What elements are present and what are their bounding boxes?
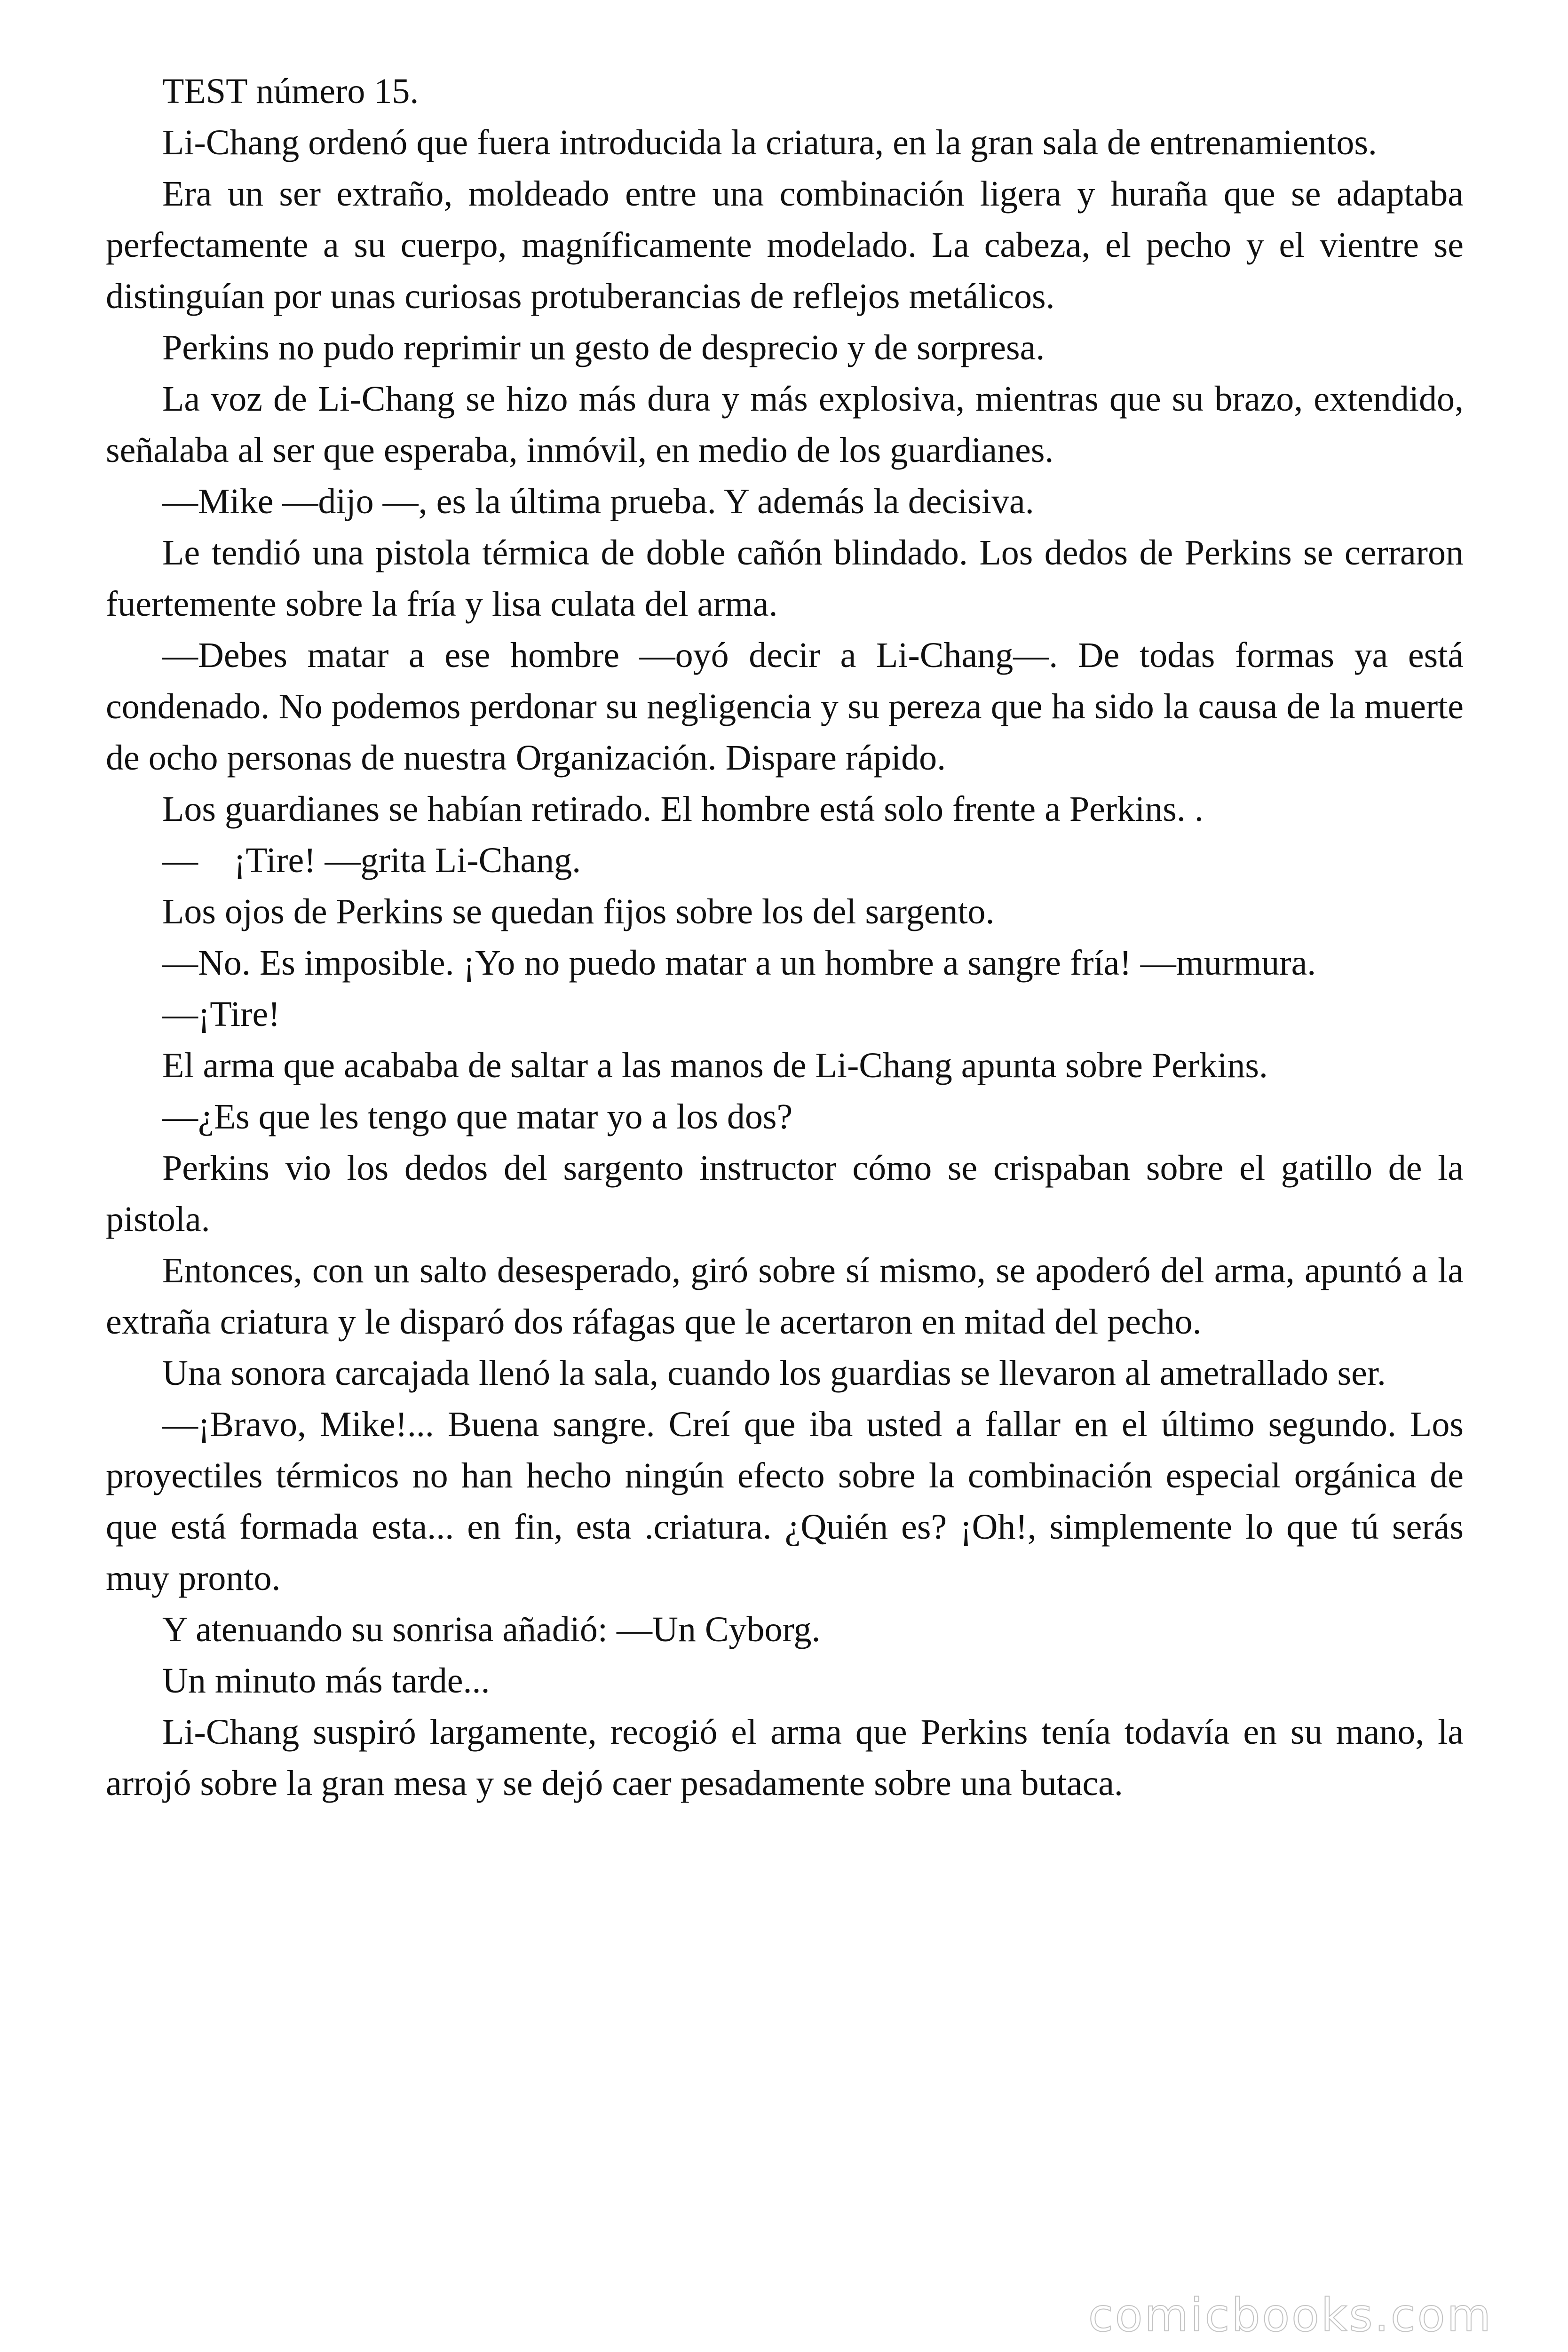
paragraph-7: Le tendió una pistola térmica de doble cañón blindado. Los dedos de Perkins se cerraron fuertemente sobre la fría y lisa culata del arma. (106, 533, 1464, 624)
paragraph-6: —Mike —dijo —, es la última prueba. Y además la decisiva. (162, 482, 1034, 521)
paragraph-11: Los ojos de Perkins se quedan fijos sobre los del sargento. (162, 892, 995, 931)
paragraph-4: Perkins no pudo reprimir un gesto de desprecio y de sorpresa. (162, 328, 1045, 367)
paragraph-17: Entonces, con un salto desesperado, giró sobre sí mismo, se apoderó del arma, apuntó a la extraña criatura y le disparó dos ráfagas que le acertaron en mitad del pecho. (106, 1251, 1464, 1342)
paragraph-18: Una sonora carcajada llenó la sala, cuando los guardias se llevaron al ametrallado ser. (162, 1353, 1386, 1393)
paragraph-14: El arma que acababa de saltar a las manos de Li-Chang apunta sobre Perkins. (162, 1046, 1268, 1085)
paragraph-20: Y atenuando su sonrisa añadió: —Un Cyborg. (162, 1610, 821, 1649)
paragraph-2: Li-Chang ordenó que fuera introducida la criatura, en la gran sala de entrenamientos. (162, 123, 1377, 162)
page-text (106, 66, 1464, 2296)
paragraph-22: Li-Chang suspiró largamente, recogió el arma que Perkins tenía todavía en su mano, la arrojó sobre la gran mesa y se dejó caer pesadamente sobre una butaca. (106, 1712, 1464, 1803)
paragraph-15: —¿Es que les tengo que matar yo a los dos? (162, 1097, 793, 1136)
paragraph-12: —No. Es imposible. ¡Yo no puedo matar a un hombre a sangre fría! —murmura. (162, 943, 1316, 983)
paragraph-19: —¡Bravo, Mike!... Buena sangre. Creí que iba usted a fallar en el último segundo. Los proyectiles térmicos no han hecho ningún efecto sobre la combinación especial orgánica de que está formada esta... en fin, esta .criatura. ¿Quién es? ¡Oh!, simplemente lo que tú serás muy pronto. (106, 1405, 1464, 1598)
paragraph-13: —¡Tire! (162, 994, 280, 1034)
paragraph-9: Los guardianes se habían retirado. El hombre está solo frente a Perkins. . (162, 789, 1204, 829)
paragraph-3: Era un ser extraño, moldeado entre una combinación ligera y huraña que se adaptaba perfectamente a su cuerpo, magníficamente modelado. La cabeza, el pecho y el vientre se distinguían por unas curiosas protuberancias de reflejos metálicos. (106, 174, 1464, 316)
paragraph-5: La voz de Li-Chang se hizo más dura y más explosiva, mientras que su brazo, extendido, señalaba al ser que esperaba, inmóvil, en medio de los guardianes. (106, 379, 1464, 470)
paragraph-10: — ¡Tire! —grita Li-Chang. (162, 841, 581, 880)
paragraph-1: TEST número 15. (162, 72, 419, 111)
paragraph-16: Perkins vio los dedos del sargento instructor cómo se crispaban sobre el gatillo de la pistola. (106, 1148, 1464, 1239)
watermark-text: comicbooks.com (1088, 2289, 1493, 2342)
paragraph-8: —Debes matar a ese hombre —oyó decir a Li-Chang—. De todas formas ya está condenado. No podemos perdonar su negligencia y su pereza que ha sido la causa de la muerte de ocho personas de nuestra Organización. Dispare rápido. (106, 636, 1464, 778)
paragraph-21: Un minuto más tarde... (162, 1661, 490, 1700)
